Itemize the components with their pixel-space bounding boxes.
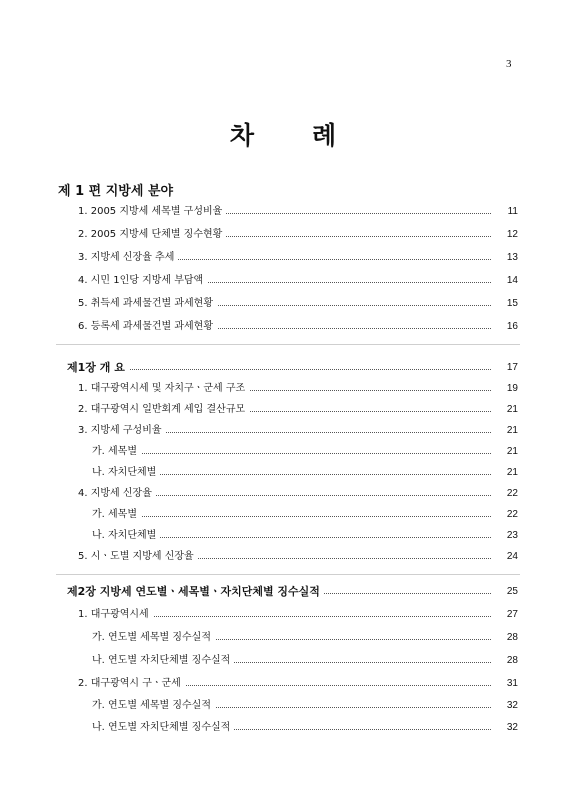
toc-entry[interactable] (0, 402, 566, 418)
toc-entry-label: 6. 등록세 과세물건별 과세현황 (78, 319, 217, 335)
toc-entry-label: 나. 연도별 자치단체별 징수실적 (92, 653, 234, 669)
chapter-page: 17 (491, 360, 518, 376)
toc-entry-page: 24 (491, 549, 518, 565)
toc-title (0, 116, 566, 152)
toc-title-char-2: 례 (312, 121, 337, 150)
toc-subentry[interactable] (0, 698, 566, 714)
toc-entry-label: 2. 2005 지방세 단체별 징수현황 (78, 227, 226, 243)
toc-entry-page: 27 (491, 607, 518, 623)
part-heading: 제 1 편 지방세 분야 (58, 184, 174, 199)
toc-entry[interactable] (0, 319, 566, 335)
toc-entry-page: 31 (491, 676, 518, 692)
toc-entry-label: 가. 세목별 (92, 444, 141, 460)
toc-subentry[interactable] (0, 507, 566, 523)
chapter-label: 제2장 지방세 연도별ㆍ세목별ㆍ자치단체별 징수실적 (67, 584, 324, 600)
toc-entry-label: 2. 대구광역시 일반회계 세입 결산규모 (78, 402, 249, 418)
toc-entry-page: 23 (491, 528, 518, 544)
chapter-heading[interactable] (0, 360, 566, 376)
toc-entry-page: 22 (491, 486, 518, 502)
toc-entry[interactable] (0, 549, 566, 565)
toc-entry-label: 나. 자치단체별 (92, 465, 160, 481)
toc-entry-page: 28 (491, 653, 518, 669)
toc-entry-label: 가. 세목별 (92, 507, 141, 523)
toc-entry-page: 11 (491, 204, 518, 220)
toc-entry-page: 16 (491, 319, 518, 335)
toc-entry[interactable] (0, 273, 566, 289)
toc-entry-page: 21 (491, 423, 518, 439)
toc-subentry[interactable] (0, 653, 566, 669)
toc-entry[interactable] (0, 676, 566, 692)
toc-entry-page: 21 (491, 465, 518, 481)
toc-entry-label: 3. 지방세 신장율 추세 (78, 250, 178, 266)
toc-entry-label: 4. 시민 1인당 지방세 부담액 (78, 273, 207, 289)
toc-entry-page: 21 (491, 444, 518, 460)
chapter-heading[interactable] (0, 584, 566, 600)
toc-entry-label: 1. 대구광역시세 (78, 607, 153, 623)
toc-entry-label: 3. 지방세 구성비율 (78, 423, 166, 439)
toc-entry-page: 12 (491, 227, 518, 243)
toc-entry-label: 나. 자치단체별 (92, 528, 160, 544)
page-number: 3 (506, 58, 512, 70)
toc-entry-label: 1. 대구광역시세 및 자치구ㆍ군세 구조 (78, 381, 249, 397)
toc-entry-page: 19 (491, 381, 518, 397)
section-divider (56, 344, 520, 345)
toc-entry[interactable] (0, 204, 566, 220)
toc-entry-label: 나. 연도별 자치단체별 징수실적 (92, 720, 234, 736)
toc-entry[interactable] (0, 381, 566, 397)
toc-subentry[interactable] (0, 444, 566, 460)
toc-entry-page: 32 (491, 720, 518, 736)
chapter-label: 제1장 개 요 (67, 360, 129, 376)
toc-entry-page: 21 (491, 402, 518, 418)
toc-entry-label: 1. 2005 지방세 세목별 구성비율 (78, 204, 226, 220)
toc-entry-label: 5. 시ㆍ도별 지방세 신장율 (78, 549, 198, 565)
toc-entry-label: 가. 연도별 세목별 징수실적 (92, 698, 215, 714)
toc-entry[interactable] (0, 227, 566, 243)
section-divider (56, 574, 520, 575)
toc-entry-page: 14 (491, 273, 518, 289)
toc-entry[interactable] (0, 486, 566, 502)
toc-entry-page: 13 (491, 250, 518, 266)
toc-entry[interactable] (0, 296, 566, 312)
toc-subentry[interactable] (0, 720, 566, 736)
toc-entry-page: 28 (491, 630, 518, 646)
toc-subentry[interactable] (0, 528, 566, 544)
chapter-page: 25 (491, 584, 518, 600)
toc-entry-label: 5. 취득세 과세물건별 과세현황 (78, 296, 217, 312)
toc-entry[interactable] (0, 250, 566, 266)
toc-entry-label: 4. 지방세 신장율 (78, 486, 156, 502)
toc-entry-label: 2. 대구광역시 구ㆍ군세 (78, 676, 185, 692)
toc-title-char-1: 차 (229, 121, 254, 150)
toc-entry-page: 22 (491, 507, 518, 523)
toc-entry-page: 32 (491, 698, 518, 714)
toc-entry[interactable] (0, 607, 566, 623)
toc-entry-label: 가. 연도별 세목별 징수실적 (92, 630, 215, 646)
toc-subentry[interactable] (0, 465, 566, 481)
toc-entry[interactable] (0, 423, 566, 439)
toc-entry-page: 15 (491, 296, 518, 312)
toc-subentry[interactable] (0, 630, 566, 646)
